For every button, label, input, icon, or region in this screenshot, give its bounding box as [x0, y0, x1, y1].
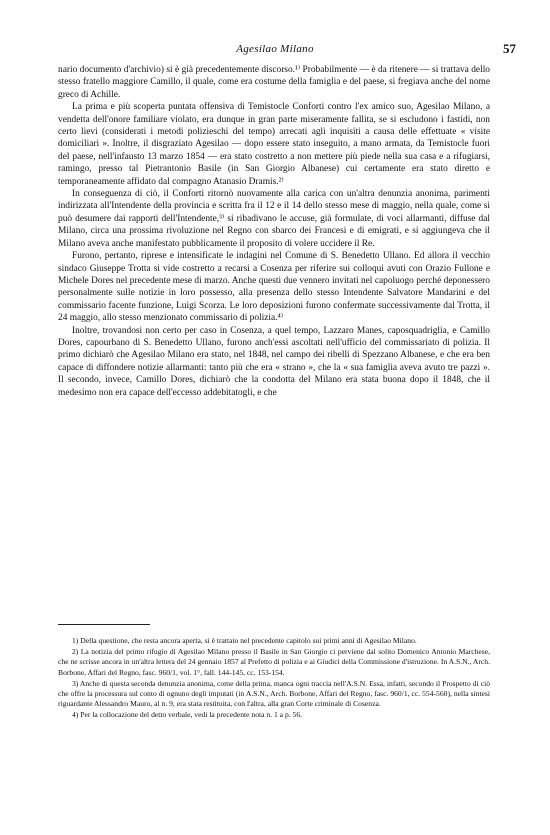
footnote: 2) La notizia del primo rifugio di Agesilao Milano presso il Basile in San Giorgio ci perviene dal solito Domenico Antonio Marchese, che ne scrisse ancora in un'altra lettera del 24 gennaio 1857 al Prefetto di polizia e ai Giudici della Commissione d'istruzione. In A.S.N., Arch. Borbone, Affari del Regno, fasc. 960/1, vol. 1°, fall. 144-145, cc. 153-154. [58, 647, 490, 677]
footnote: 1) Della questione, che resta ancora aperta, si è trattato nel precedente capitolo sui primi anni di Agesilao Milano. [72, 636, 417, 645]
footnotes [58, 636, 490, 722]
paragraph: In conseguenza di ciò, il Conforti ritornò nuovamente alla carica con un'altra denunzia anonima, parimenti indirizzata all'Intendente della provincia e scritta fra il 12 e il 14 dello stesso mese di maggio, nella quale, come si può desumere dai rapporti dell'Intendente,³⁾ si ribadivano le accuse, già formulate, di voci allarmanti, diffuse dal Milano, circa una prossima rivoluzione nel Regno con sbarco dei Francesi e di emigrati, e si aggiungeva che il Milano aveva anche manifestato pubblicamente il proposito di volere uccidere il Re. [58, 189, 490, 249]
paragraph: Inoltre, trovandosi non certo per caso in Cosenza, a quel tempo, Lazzaro Manes, caposquadriglia, e Camillo Dores, capourbano di S. Benedetto Ullano, furono anch'essi ascoltati nell'ufficio del commissariato di polizia. Il primo dichiarò che Agesilao Milano era stato, nel 1848, nel campo dei ribelli di Spezzano Albanese, e che era ben capace di diffondere notizie allarmanti: tanto più che era « strano », che la « sua famiglia aveva avuto tre pazzi ». Il secondo, invece, Camillo Dores, dichiarò che la condotta del Milano era stata buona dopo il 1848, che il medesimo non era capace dell'eccesso addebitatogli, e che [58, 325, 490, 398]
page-number: 57 [503, 41, 516, 56]
paragraph: nario documento d'archivio) si è già precedentemente discorso.¹⁾ Probabilmente — è da ritenere — si trattava dello stesso fratello maggiore Camillo, il quale, come era costume della famiglia e del paese, si fregiava anche del nome greco di Achille. [58, 65, 490, 100]
footnote: 3) Anche di questa seconda denunzia anonima, come della prima, manca ogni traccia nell'A.S.N. Essa, infatti, secondo il Prospetto di ciò che offre la processura sul conto di ognuno degli imputati (in A.S.N., Arch. Borbone, Affari del Regno, fasc. 960/1, cc. 554-560), nella sintesi riguardante Alessandro Mauro, al n. 9, era stata restituita, con l'altra, alla gran Corte criminale di Cosenza. [58, 678, 490, 709]
body-text [58, 64, 490, 399]
paragraph: Furono, pertanto, riprese e intensificate le indagini nel Comune di S. Benedetto Ullano. Ed allora il vecchio sindaco Giuseppe Trotta si vide costretto a recarsi a Cosenza per riferire sui colloqui avuti con Orazio Fullone e Michele Dores nel precedente mese di marzo. Anche questi due vennero invitati nel capoluogo perché deponessero personalmente sulle notizie in loro possesso, alla presenza dello stesso Intendente Salvatore Mandarini e del commissario facente funzione, Luigi Scorza. Le loro deposizioni furono confermate successivamente dal Trotta, il 24 maggio, allo stesso menzionato commissario di polizia.⁴⁾ [58, 251, 490, 324]
paragraph: La prima e più scoperta puntata offensiva di Temistocle Conforti contro l'ex amico suo, Agesilao Milano, a vendetta dell'onore familiare violato, era dunque in gran parte miseramente fallita, se si escludono i fastidi, non certo lievi (considerati i metodi polizieschi del tempo) arrecati agli inquisiti a causa delle effettuate « visite domiciliari ». Inoltre, il disgraziato Agesilao — dopo essere stato inseguito, a mano armata, da Temistocle fuori del paese, nell'infausto 13 marzo 1854 — era stato costretto a non mettere più piede nella sua casa e a rifugiarsi, ramingo, presso tal Pietrantonio Basile (in San Giorgio Albanese) cui certamente era stato diretto e temporaneamente affidato dal compagno Atanasio Dramis.²⁾ [58, 102, 490, 187]
footnote-separator [58, 624, 150, 625]
running-title: Agesilao Milano [236, 43, 314, 55]
footnote: 4) Per la collocazione del detto verbale, vedi la precedente nota n. 1 a p. 56. [72, 710, 303, 720]
